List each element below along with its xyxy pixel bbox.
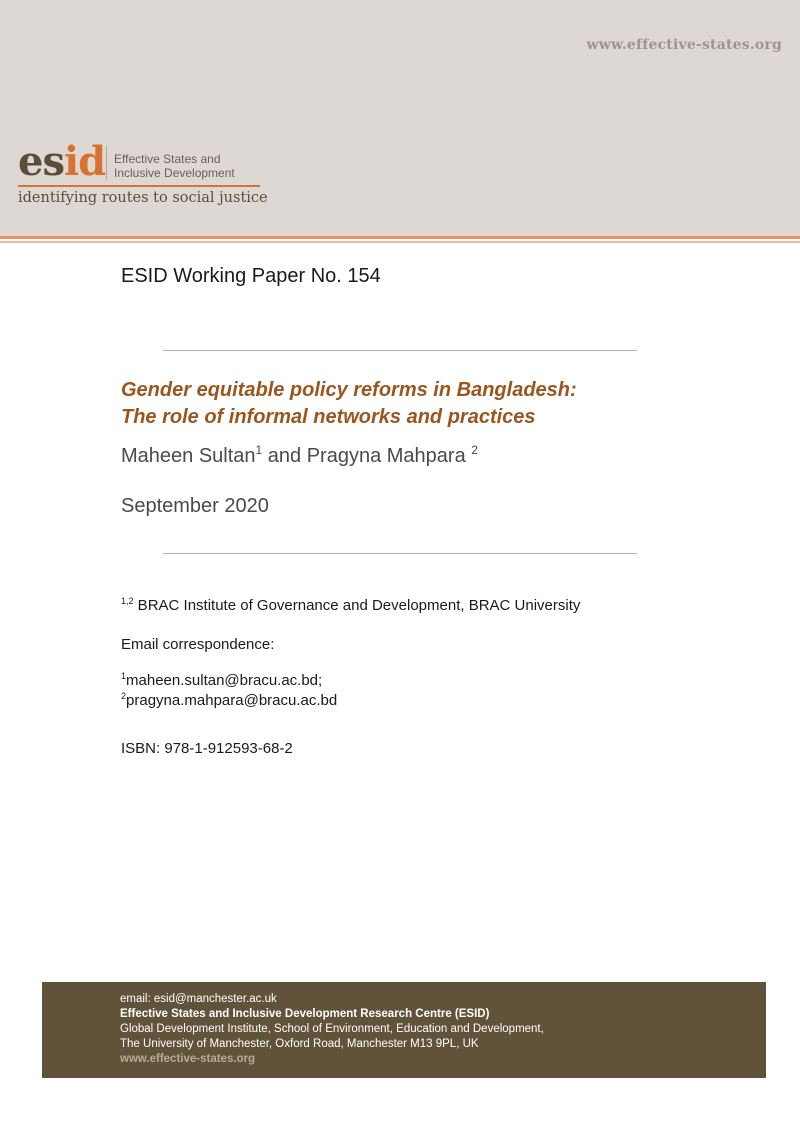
email-label: Email correspondence: [121,636,275,653]
header-site-url[interactable]: www.effective-states.org [586,37,782,53]
email-2-address[interactable]: pragyna.mahpara@bracu.ac.bd [126,692,338,709]
author-2-sup: 2 [471,443,478,457]
footer-org-name: Effective States and Inclusive Development Research Centre (ESID) [120,1008,490,1020]
footer-email[interactable]: email: esid@manchester.ac.uk [120,993,277,1005]
paper-number: ESID Working Paper No. 154 [121,265,381,287]
header-divider-secondary [0,241,800,243]
logo-divider [106,146,107,180]
logo-mark-text: esid [18,138,106,185]
footer-content [120,992,544,1067]
divider-top [163,350,637,351]
affiliation-sup: 1,2 [121,596,134,606]
paper-date: September 2020 [121,495,269,517]
email-1-address[interactable]: maheen.sultan@bracu.ac.bd; [126,672,323,689]
logo-rule [18,185,260,187]
logo-full-name-line2: Inclusive Development [114,166,235,180]
logo-tagline: identifying routes to social justice [18,190,268,206]
logo-full-name [114,152,235,180]
email-1-sup: 1 [121,671,127,681]
paper-title-line1: Gender equitable policy reforms in Bangladesh: [121,379,577,401]
divider-bottom [163,553,637,554]
paper-title [121,377,721,431]
header-band [0,0,800,236]
footer-address-line2: The University of Manchester, Oxford Road, Manchester M13 9PL, UK [120,1038,479,1050]
affiliation [121,597,580,614]
email-1[interactable] [121,672,322,689]
footer-url[interactable]: www.effective-states.org [120,1053,256,1065]
email-2-sup: 2 [121,691,127,701]
logo-full-name-line1: Effective States and [114,152,221,166]
footer-band [42,982,766,1078]
author-connector: and Pragyna Mahpara [262,445,472,467]
author-1: Maheen Sultan [121,445,256,467]
email-2[interactable] [121,692,337,709]
esid-logo [18,138,268,212]
paper-title-line2: The role of informal networks and practices [121,406,536,428]
isbn: ISBN: 978-1-912593-68-2 [121,740,293,757]
footer-address-line1: Global Development Institute, School of Environment, Education and Development, [120,1023,544,1035]
affiliation-text: BRAC Institute of Governance and Development, BRAC University [133,597,581,614]
logo-mark [18,138,106,185]
author-1-sup: 1 [255,443,263,457]
header-divider-primary [0,236,800,239]
paper-authors [121,445,478,468]
